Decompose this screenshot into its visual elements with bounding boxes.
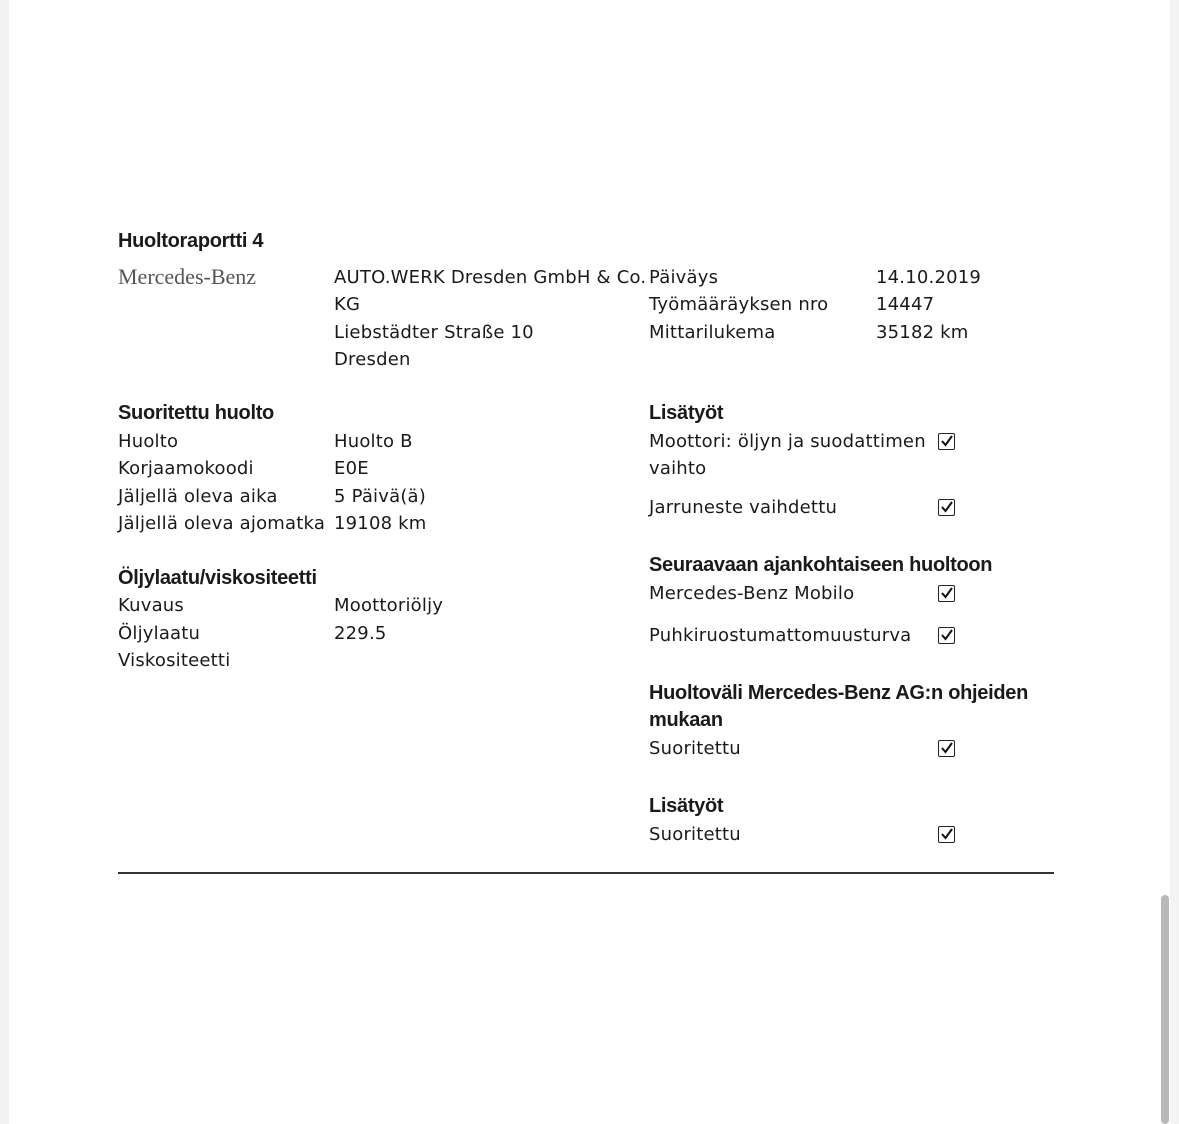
interval-heading-line2: mukaan [649, 709, 723, 731]
info-label-mileage: Mittarilukema [649, 322, 776, 343]
scrollbar-track[interactable] [1170, 0, 1179, 1124]
interval-item-done: Suoritettu [649, 738, 741, 759]
oil-label-quality: Öljylaatu [118, 623, 201, 644]
info-label-order: Työmääräyksen nro [649, 294, 829, 315]
next-service-heading: Seuraavaan ajankohtaiseen huoltoon [649, 554, 993, 576]
info-value-date: 14.10.2019 [876, 267, 982, 288]
service-value-code: E0E [334, 458, 369, 479]
oil-label-viscosity: Viskositeetti [118, 650, 231, 671]
checkmark-icon [940, 628, 954, 642]
checkmark-icon [940, 500, 954, 514]
dealer-name-line1: AUTO.WERK Dresden GmbH & Co. [334, 267, 647, 288]
checkmark-icon [940, 434, 954, 448]
extra-work-item-2-checkbox[interactable] [938, 499, 955, 516]
dealer-city: Dresden [334, 349, 411, 370]
extra-work-item-1-line2: vaihto [649, 458, 707, 479]
service-heading: Suoritettu huolto [118, 402, 274, 424]
extra-work-2-heading: Lisätyöt [649, 795, 724, 817]
checkmark-icon [940, 586, 954, 600]
checkmark-icon [940, 827, 954, 841]
oil-label-description: Kuvaus [118, 595, 184, 616]
checkmark-icon [940, 741, 954, 755]
next-service-mobilo-checkbox[interactable] [938, 585, 955, 602]
service-label-distance: Jäljellä oleva ajomatka [118, 513, 326, 534]
service-label-code: Korjaamokoodi [118, 458, 254, 479]
info-label-date: Päiväys [649, 267, 719, 288]
extra-work-item-1-line1: Moottori: öljyn ja suodattimen [649, 431, 926, 452]
service-label-huolto: Huolto [118, 431, 179, 452]
dealer-name-line2: KG [334, 294, 361, 315]
next-service-rust-checkbox[interactable] [938, 627, 955, 644]
scrollbar-thumb[interactable] [1161, 895, 1169, 1124]
info-value-order: 14447 [876, 294, 935, 315]
next-service-item-rust: Puhkiruostumattomuusturva [649, 625, 912, 646]
interval-heading-line1: Huoltoväli Mercedes-Benz AG:n ohjeiden [649, 682, 1029, 704]
extra-work-item-2: Jarruneste vaihdettu [649, 497, 838, 518]
service-value-distance: 19108 km [334, 513, 427, 534]
service-value-huolto: Huolto B [334, 431, 413, 452]
brand-logo-text: Mercedes-Benz [118, 264, 257, 289]
oil-value-description: Moottoriöljy [334, 595, 444, 616]
extra-work-item-1-checkbox[interactable] [938, 433, 955, 450]
report-title: Huoltoraportti 4 [118, 230, 264, 252]
oil-heading: Öljylaatu/viskositeetti [118, 567, 317, 589]
extra-work-2-done-checkbox[interactable] [938, 826, 955, 843]
interval-done-checkbox[interactable] [938, 740, 955, 757]
extra-work-heading: Lisätyöt [649, 402, 724, 424]
next-service-item-mobilo: Mercedes-Benz Mobilo [649, 583, 855, 604]
report-page [9, 0, 1170, 1124]
oil-value-quality: 229.5 [334, 623, 387, 644]
service-label-time: Jäljellä oleva aika [118, 486, 278, 507]
extra-work-2-item-done: Suoritettu [649, 824, 741, 845]
section-divider [118, 872, 1054, 874]
info-value-mileage: 35182 km [876, 322, 969, 343]
service-value-time: 5 Päivä(ä) [334, 486, 427, 507]
dealer-street: Liebstädter Straße 10 [334, 322, 534, 343]
